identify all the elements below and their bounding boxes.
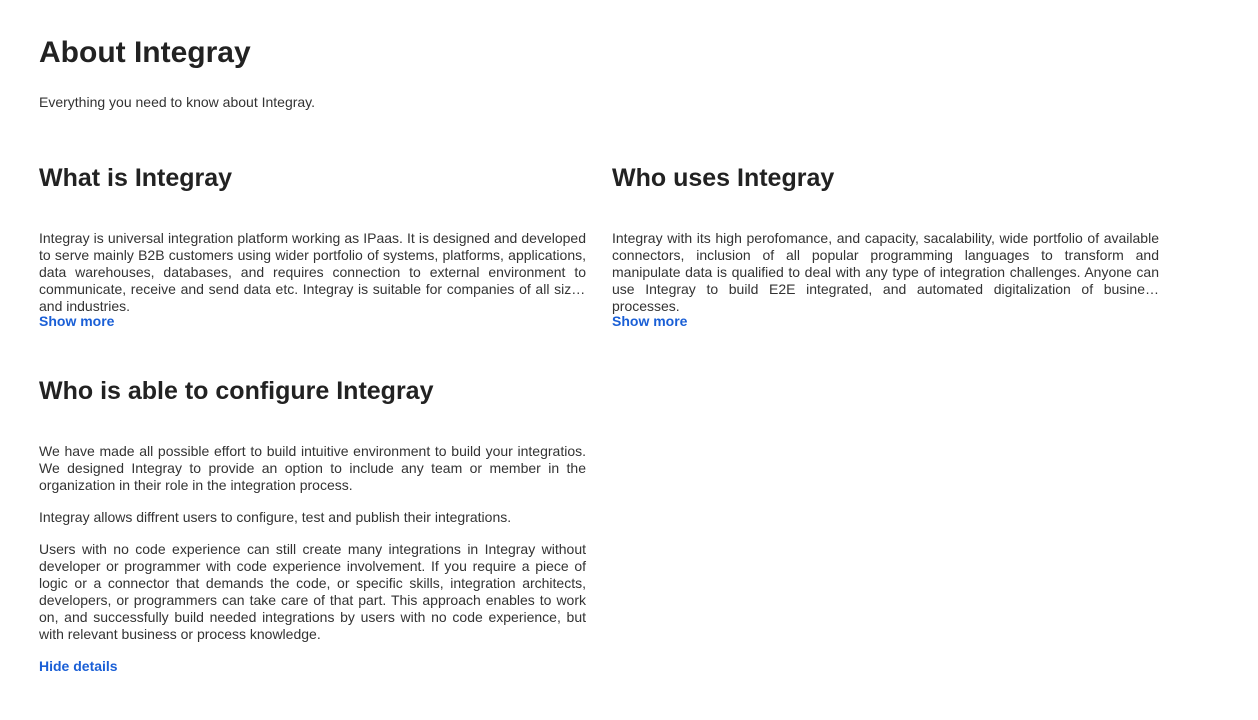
page-title: About Integray [39, 36, 251, 69]
section-who-uses-integray [612, 163, 1159, 331]
section-paragraph: Integray allows diffrent users to configure, test and publish their integrations. [39, 509, 512, 525]
show-more-link[interactable]: Show more [612, 313, 688, 329]
section-paragraph: Integray with its high perofomance, and capacity, sacalability, wide portfolio of available connectors, inclusion of all popular programming languages to transform and manipulate data is qualified to deal with any type of integration challenges. Anyone can use Integray to build E2E integrated, and automated digitalization of business processes. [612, 230, 1159, 314]
section-paragraph: Users with no code experience can still create many integrations in Integray without developer or programmer with code experience involvement. If you require a piece of logic or a connector that demands the code, or specific skills, integration architects, developers, or programmers can take care of that part. This approach enables to work on, and successfully build needed integrations by users with no code experience, but with relevant business or process knowledge. [39, 541, 586, 642]
page-subtitle: Everything you need to know about Integray. [39, 94, 316, 110]
section-who-configures-integray [39, 376, 586, 676]
section-title: Who uses Integray [612, 164, 835, 192]
section-body [39, 230, 586, 314]
section-title: What is Integray [39, 164, 233, 192]
section-paragraph: We have made all possible effort to build intuitive environment to build your integratios. We designed Integray to provide an option to include any team or member in the organization in their role in the integration process. [39, 443, 586, 493]
section-body [39, 443, 586, 643]
show-more-link[interactable]: Show more [39, 313, 115, 329]
hide-details-link[interactable]: Hide details [39, 658, 118, 674]
section-paragraph: Integray is universal integration platform working as IPaas. It is designed and developed to serve mainly B2B customers using wider portfolio of systems, platforms, applications, data warehouses, databases, and requires connection to external environment to communicate, receive and send data etc. Integray is suitable for companies of all sizes and industries. [39, 230, 586, 314]
section-what-is-integray [39, 163, 586, 331]
section-title: Who is able to configure Integray [39, 377, 434, 405]
section-body [612, 230, 1159, 314]
